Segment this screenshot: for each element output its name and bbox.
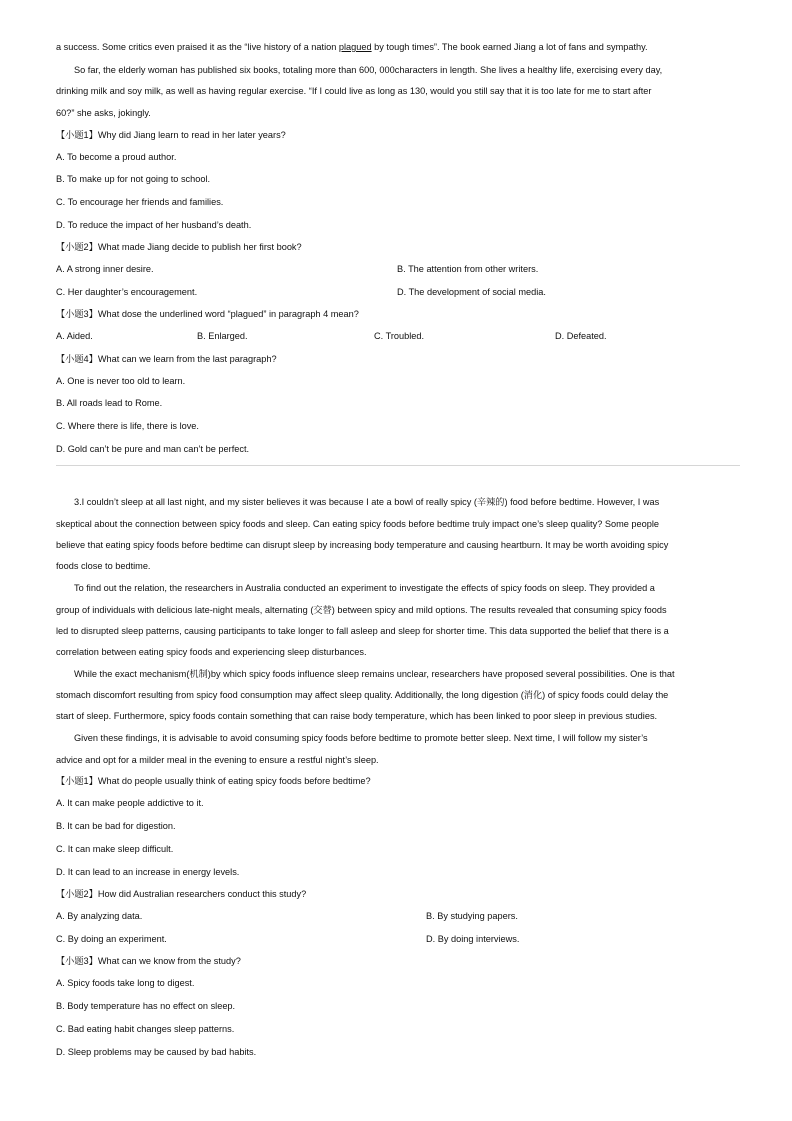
- question-stem: 【小题2】How did Australian researchers conduct this study?: [56, 889, 307, 899]
- answer-option[interactable]: A. By analyzing data.: [56, 911, 143, 921]
- question-stem: 【小题2】What made Jiang decide to publish her first book?: [56, 242, 302, 252]
- passage-b-line: led to disrupted sleep patterns, causing participants to take longer to fall asleep and sleep for shorter time. This data supported the belief that there is a: [56, 626, 669, 636]
- passage-b-line: stomach discomfort resulting from spicy food consumption may affect sleep quality. Additionally, the long digestion (消化) of spicy foods could delay the: [56, 690, 669, 700]
- passage-b-line: Given these findings, it is advisable to avoid consuming spicy foods before bedtime to promote better sleep. Next time, I will follow my sister’s: [74, 733, 648, 743]
- underlined-word: plagued: [338, 42, 372, 52]
- answer-option[interactable]: C. Troubled.: [374, 331, 425, 341]
- passage-b-line: start of sleep. Furthermore, spicy foods contain something that can raise body temperature, which has been linked to poor sleep in previous studies.: [56, 711, 658, 721]
- answer-option[interactable]: B. Enlarged.: [197, 331, 248, 341]
- answer-option[interactable]: C. To encourage her friends and families.: [56, 197, 224, 207]
- answer-option[interactable]: B. Body temperature has no effect on sleep.: [56, 1001, 236, 1011]
- passage-b-line: While the exact mechanism(机制)by which spicy foods influence sleep remains unclear, researchers have proposed several possibilities. One is that: [74, 669, 675, 679]
- passage-a-paragraph-5-line: 60?” she asks, jokingly.: [56, 108, 151, 118]
- answer-option[interactable]: A. One is never too old to learn.: [56, 376, 186, 386]
- text-run: a success. Some critics even praised it as the “live history of a nation: [56, 42, 339, 52]
- answer-option[interactable]: D. Defeated.: [555, 331, 607, 341]
- answer-option[interactable]: C. By doing an experiment.: [56, 934, 167, 944]
- answer-option[interactable]: D. The development of social media.: [397, 287, 546, 297]
- answer-option[interactable]: A. Spicy foods take long to digest.: [56, 978, 195, 988]
- answer-option[interactable]: C. Her daughter’s encouragement.: [56, 287, 198, 297]
- answer-option[interactable]: B. All roads lead to Rome.: [56, 398, 163, 408]
- answer-option[interactable]: C. Bad eating habit changes sleep patterns.: [56, 1024, 235, 1034]
- answer-option[interactable]: B. By studying papers.: [426, 911, 518, 921]
- answer-option[interactable]: B. To make up for not going to school.: [56, 174, 211, 184]
- answer-option[interactable]: D. It can lead to an increase in energy levels.: [56, 867, 240, 877]
- answer-option[interactable]: A. A strong inner desire.: [56, 264, 154, 274]
- passage-b-line: foods close to bedtime.: [56, 561, 151, 571]
- question-stem: 【小题1】What do people usually think of eating spicy foods before bedtime?: [56, 776, 371, 786]
- answer-option[interactable]: A. Aided.: [56, 331, 93, 341]
- passage-b-line: To find out the relation, the researchers in Australia conducted an experiment to investigate the effects of spicy foods on sleep. They provided a: [74, 583, 655, 593]
- answer-option[interactable]: A. To become a proud author.: [56, 152, 177, 162]
- answer-option[interactable]: B. It can be bad for digestion.: [56, 821, 176, 831]
- section-divider: [56, 465, 740, 466]
- passage-b-line: group of individuals with delicious late-night meals, alternating (交替) between spicy and mild options. The results revealed that consuming spicy foods: [56, 605, 667, 615]
- passage-a-paragraph-5-line: So far, the elderly woman has published six books, totaling more than 600, 000characters in length. She lives a healthy life, exercising every day,: [74, 65, 663, 75]
- passage-b-line: 3.I couldn’t sleep at all last night, and my sister believes it was because I ate a bowl of really spicy (辛辣的) food before bedtime. However, I was: [74, 497, 660, 507]
- passage-b-line: advice and opt for a milder meal in the evening to ensure a restful night’s sleep.: [56, 755, 379, 765]
- passage-a-paragraph-5-line: drinking milk and soy milk, as well as having regular exercise. “If I could live as long as 130, would you still say that it is too late for me to start after: [56, 86, 652, 96]
- question-stem: 【小题4】What can we learn from the last paragraph?: [56, 354, 277, 364]
- answer-option[interactable]: C. Where there is life, there is love.: [56, 421, 199, 431]
- passage-b-line: skeptical about the connection between spicy foods and sleep. Can eating spicy foods before bedtime truly impact one’s sleep quality? Some people: [56, 519, 660, 529]
- question-stem: 【小题1】Why did Jiang learn to read in her later years?: [56, 130, 286, 140]
- passage-b-line: correlation between eating spicy foods and experiencing sleep disturbances.: [56, 647, 367, 657]
- passage-a-paragraph-end: [56, 41, 740, 53]
- passage-b-line: believe that eating spicy foods before bedtime can disrupt sleep by increasing body temperature and causing heartburn. It may be worth avoiding spicy: [56, 540, 669, 550]
- answer-option[interactable]: D. Sleep problems may be caused by bad habits.: [56, 1047, 257, 1057]
- answer-option[interactable]: B. The attention from other writers.: [397, 264, 539, 274]
- question-stem: 【小题3】What dose the underlined word “plagued” in paragraph 4 mean?: [56, 309, 359, 319]
- answer-option[interactable]: D. To reduce the impact of her husband’s death.: [56, 220, 252, 230]
- question-stem: 【小题3】What can we know from the study?: [56, 956, 241, 966]
- answer-option[interactable]: A. It can make people addictive to it.: [56, 798, 204, 808]
- answer-option[interactable]: D. By doing interviews.: [426, 934, 520, 944]
- answer-option[interactable]: C. It can make sleep difficult.: [56, 844, 174, 854]
- answer-option[interactable]: D. Gold can’t be pure and man can’t be perfect.: [56, 444, 250, 454]
- text-run: by tough times”. The book earned Jiang a lot of fans and sympathy.: [371, 42, 648, 52]
